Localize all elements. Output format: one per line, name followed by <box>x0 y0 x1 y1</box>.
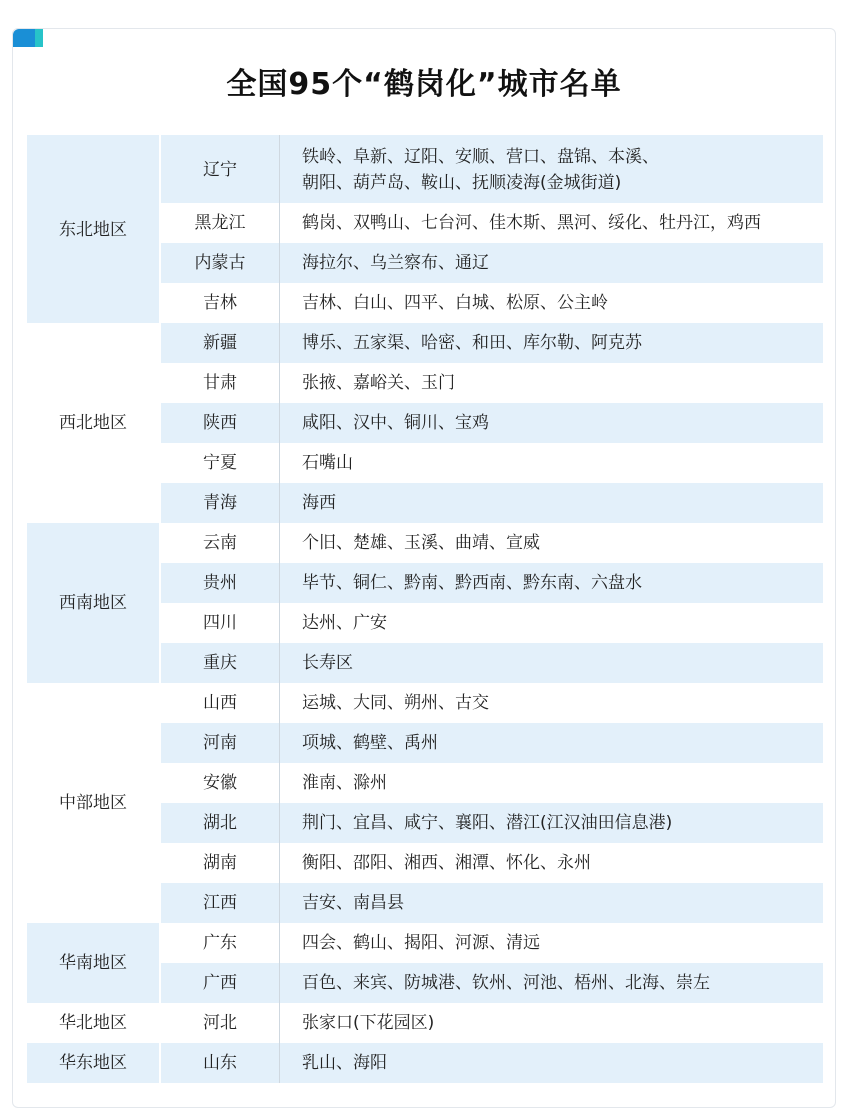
city-list-cell <box>280 763 824 803</box>
table-row <box>27 1003 823 1043</box>
region-cell: 华北地区 <box>27 1003 160 1043</box>
city-list-line: 鹤岗、双鸭山、七台河、佳木斯、黑河、绥化、牡丹江，鸡西 <box>302 213 761 233</box>
city-list-line: 张掖、嘉峪关、玉门 <box>302 373 455 393</box>
province-cell: 河北 <box>160 1003 280 1043</box>
city-table <box>27 135 823 1083</box>
city-list-line: 项城、鹤壁、禹州 <box>302 733 438 753</box>
city-list-cell <box>280 1043 824 1083</box>
province-cell: 宁夏 <box>160 443 280 483</box>
city-list-cell <box>280 323 824 363</box>
table-row <box>27 523 823 563</box>
city-list-line: 张家口(下花园区) <box>302 1013 435 1033</box>
province-cell: 重庆 <box>160 643 280 683</box>
city-list-cell <box>280 563 824 603</box>
city-list-cell <box>280 403 824 443</box>
region-cell: 东北地区 <box>27 135 160 323</box>
province-cell: 四川 <box>160 603 280 643</box>
corner-accent-icon <box>13 29 43 47</box>
city-list-line: 乳山、海阳 <box>302 1053 387 1073</box>
city-list-cell <box>280 723 824 763</box>
city-list-line: 四会、鹤山、揭阳、河源、清远 <box>302 933 540 953</box>
city-list-cell <box>280 883 824 923</box>
city-list-cell <box>280 843 824 883</box>
province-cell: 湖南 <box>160 843 280 883</box>
city-list-line: 石嘴山 <box>302 453 353 473</box>
city-list-cell <box>280 603 824 643</box>
table-row <box>27 135 823 203</box>
city-list-line: 咸阳、汉中、铜川、宝鸡 <box>302 413 489 433</box>
city-list-line: 海西 <box>302 493 336 513</box>
page-title: 全国95个“鹤岗化”城市名单 <box>226 67 622 102</box>
province-cell: 山东 <box>160 1043 280 1083</box>
city-list-line: 荆门、宜昌、咸宁、襄阳、潜江(江汉油田信息港) <box>302 813 673 833</box>
city-list-cell <box>280 643 824 683</box>
city-list-cell <box>280 363 824 403</box>
table-row <box>27 923 823 963</box>
city-list-cell <box>280 483 824 523</box>
province-cell: 甘肃 <box>160 363 280 403</box>
province-cell: 青海 <box>160 483 280 523</box>
city-list-cell <box>280 135 824 203</box>
city-list-line: 长寿区 <box>302 653 353 673</box>
region-cell: 华东地区 <box>27 1043 160 1083</box>
province-cell: 陕西 <box>160 403 280 443</box>
city-list-line: 运城、大同、朔州、古交 <box>302 693 489 713</box>
city-list-cell <box>280 283 824 323</box>
city-list-line: 铁岭、阜新、辽阳、安顺、营口、盘锦、本溪、 <box>302 147 659 167</box>
table-row <box>27 1043 823 1083</box>
city-list-line: 个旧、楚雄、玉溪、曲靖、宣威 <box>302 533 540 553</box>
province-cell: 广东 <box>160 923 280 963</box>
province-cell: 山西 <box>160 683 280 723</box>
city-list-cell <box>280 243 824 283</box>
city-list-line: 百色、来宾、防城港、钦州、河池、梧州、北海、崇左 <box>302 973 710 993</box>
city-list-line: 淮南、滁州 <box>302 773 387 793</box>
city-list-line: 衡阳、邵阳、湘西、湘潭、怀化、永州 <box>302 853 591 873</box>
city-list-line: 博乐、五家渠、哈密、和田、库尔勒、阿克苏 <box>302 333 642 353</box>
city-list-cell <box>280 203 824 243</box>
city-list-cell <box>280 963 824 1003</box>
province-cell: 湖北 <box>160 803 280 843</box>
city-list-line: 朝阳、葫芦岛、鞍山、抚顺凌海(金城街道) <box>302 173 622 193</box>
province-cell: 广西 <box>160 963 280 1003</box>
province-cell: 内蒙古 <box>160 243 280 283</box>
region-cell: 西南地区 <box>27 523 160 683</box>
city-list-cell <box>280 1003 824 1043</box>
city-list-line: 吉安、南昌县 <box>302 893 404 913</box>
province-cell: 辽宁 <box>160 135 280 203</box>
city-list-cell <box>280 443 824 483</box>
region-cell: 华南地区 <box>27 923 160 1003</box>
province-cell: 云南 <box>160 523 280 563</box>
province-cell: 黑龙江 <box>160 203 280 243</box>
city-list-cell <box>280 523 824 563</box>
region-cell: 中部地区 <box>27 683 160 923</box>
province-cell: 吉林 <box>160 283 280 323</box>
region-cell: 西北地区 <box>27 323 160 523</box>
table-row <box>27 683 823 723</box>
province-cell: 江西 <box>160 883 280 923</box>
city-list-cell <box>280 803 824 843</box>
province-cell: 安徽 <box>160 763 280 803</box>
table-row <box>27 323 823 363</box>
city-list-line: 达州、广安 <box>302 613 387 633</box>
list-card <box>12 28 836 1108</box>
province-cell: 河南 <box>160 723 280 763</box>
city-list-line: 吉林、白山、四平、白城、松原、公主岭 <box>302 293 608 313</box>
city-list-line: 毕节、铜仁、黔南、黔西南、黔东南、六盘水 <box>302 573 642 593</box>
province-cell: 贵州 <box>160 563 280 603</box>
city-list-line: 海拉尔、乌兰察布、通辽 <box>302 253 489 273</box>
city-list-cell <box>280 923 824 963</box>
city-list-cell <box>280 683 824 723</box>
province-cell: 新疆 <box>160 323 280 363</box>
